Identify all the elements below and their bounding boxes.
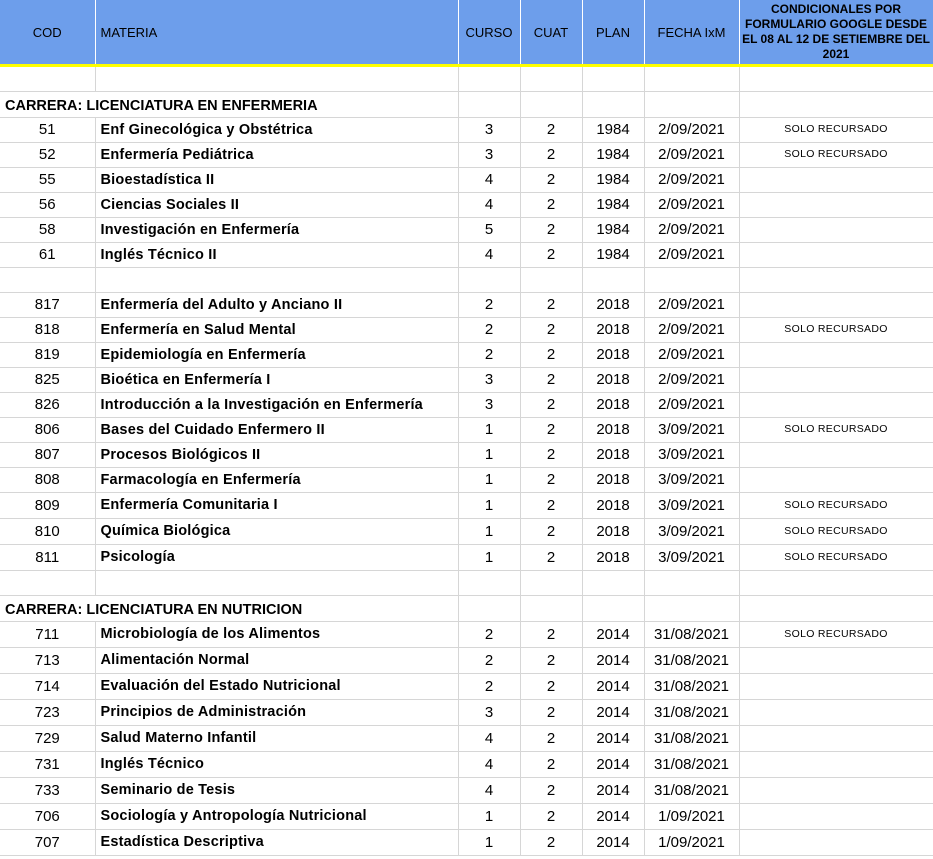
cod-cell[interactable]: 817 <box>0 293 95 318</box>
fecha-cell[interactable]: 2/09/2021 <box>644 368 739 393</box>
empty-cell[interactable] <box>0 268 95 293</box>
condicional-cell[interactable] <box>739 193 933 218</box>
cuat-cell[interactable]: 2 <box>520 418 582 443</box>
cuat-cell[interactable]: 2 <box>520 318 582 343</box>
materia-cell[interactable]: Farmacología en Enfermería <box>95 468 458 493</box>
table-row <box>0 318 933 343</box>
cod-cell[interactable]: 56 <box>0 193 95 218</box>
condicional-cell[interactable] <box>739 804 933 830</box>
empty-cell[interactable] <box>739 92 933 118</box>
table-row <box>0 143 933 168</box>
condicional-cell[interactable] <box>739 648 933 674</box>
plan-cell[interactable]: 2018 <box>582 293 644 318</box>
fecha-cell[interactable]: 2/09/2021 <box>644 143 739 168</box>
materia-cell[interactable]: Epidemiología en Enfermería <box>95 343 458 368</box>
fecha-cell[interactable]: 2/09/2021 <box>644 293 739 318</box>
plan-cell[interactable]: 2018 <box>582 493 644 519</box>
empty-cell[interactable] <box>458 571 520 596</box>
fecha-cell[interactable]: 31/08/2021 <box>644 622 739 648</box>
condicional-cell[interactable]: SOLO RECURSADO <box>739 493 933 519</box>
curso-cell[interactable]: 1 <box>458 443 520 468</box>
fecha-cell[interactable]: 1/09/2021 <box>644 804 739 830</box>
curso-cell[interactable]: 1 <box>458 519 520 545</box>
curso-cell[interactable]: 3 <box>458 700 520 726</box>
cuat-cell[interactable]: 2 <box>520 519 582 545</box>
condicional-cell[interactable]: SOLO RECURSADO <box>739 519 933 545</box>
curso-cell[interactable]: 4 <box>458 193 520 218</box>
condicional-cell[interactable] <box>739 393 933 418</box>
empty-cell[interactable] <box>644 596 739 622</box>
materia-cell[interactable]: Enf Ginecológica y Obstétrica <box>95 118 458 143</box>
cod-cell[interactable]: 733 <box>0 778 95 804</box>
curso-cell[interactable]: 3 <box>458 368 520 393</box>
materia-cell[interactable]: Inglés Técnico II <box>95 243 458 268</box>
header-cuat[interactable]: CUAT <box>520 0 582 66</box>
curso-cell[interactable]: 3 <box>458 393 520 418</box>
cod-cell[interactable]: 58 <box>0 218 95 243</box>
cod-cell[interactable]: 808 <box>0 468 95 493</box>
condicional-cell[interactable] <box>739 368 933 393</box>
empty-cell[interactable] <box>739 66 933 92</box>
blank-row <box>0 66 933 92</box>
fecha-cell[interactable]: 3/09/2021 <box>644 519 739 545</box>
blank-row <box>0 571 933 596</box>
curso-cell[interactable]: 3 <box>458 143 520 168</box>
materia-cell[interactable]: Enfermería Comunitaria I <box>95 493 458 519</box>
cuat-cell[interactable]: 2 <box>520 700 582 726</box>
fecha-cell[interactable]: 3/09/2021 <box>644 443 739 468</box>
header-condicionales[interactable]: CONDICIONALES POR FORMULARIO GOOGLE DESDE EL 08 AL 12 DE SETIEMBRE DEL 2021 <box>739 0 933 66</box>
condicional-cell[interactable] <box>739 443 933 468</box>
table-row <box>0 443 933 468</box>
curso-cell[interactable]: 1 <box>458 545 520 571</box>
curso-cell[interactable]: 1 <box>458 830 520 856</box>
condicional-cell[interactable] <box>739 218 933 243</box>
plan-cell[interactable]: 1984 <box>582 143 644 168</box>
cuat-cell[interactable]: 2 <box>520 468 582 493</box>
header-cod[interactable]: COD <box>0 0 95 66</box>
cuat-cell[interactable]: 2 <box>520 393 582 418</box>
empty-cell[interactable] <box>644 66 739 92</box>
table-row <box>0 622 933 648</box>
fecha-cell[interactable]: 31/08/2021 <box>644 648 739 674</box>
condicional-cell[interactable]: SOLO RECURSADO <box>739 318 933 343</box>
cod-cell[interactable]: 729 <box>0 726 95 752</box>
cod-cell[interactable]: 819 <box>0 343 95 368</box>
empty-cell[interactable] <box>520 92 582 118</box>
fecha-cell[interactable]: 3/09/2021 <box>644 493 739 519</box>
condicional-cell[interactable] <box>739 700 933 726</box>
curso-cell[interactable]: 1 <box>458 804 520 830</box>
materia-cell[interactable]: Psicología <box>95 545 458 571</box>
materia-cell[interactable]: Estadística Descriptiva <box>95 830 458 856</box>
plan-cell[interactable]: 2014 <box>582 752 644 778</box>
carrera-row <box>0 596 933 622</box>
table-row <box>0 700 933 726</box>
curso-cell[interactable]: 1 <box>458 418 520 443</box>
plan-cell[interactable]: 2018 <box>582 519 644 545</box>
empty-cell[interactable] <box>0 571 95 596</box>
condicional-cell[interactable] <box>739 343 933 368</box>
header-row <box>0 0 933 66</box>
plan-cell[interactable]: 2014 <box>582 830 644 856</box>
materia-cell[interactable]: Enfermería Pediátrica <box>95 143 458 168</box>
fecha-cell[interactable]: 2/09/2021 <box>644 118 739 143</box>
empty-cell[interactable] <box>582 66 644 92</box>
materia-cell[interactable]: Salud Materno Infantil <box>95 726 458 752</box>
curso-cell[interactable]: 1 <box>458 493 520 519</box>
empty-cell[interactable] <box>644 92 739 118</box>
materia-cell[interactable]: Alimentación Normal <box>95 648 458 674</box>
fecha-cell[interactable]: 31/08/2021 <box>644 674 739 700</box>
curso-cell[interactable]: 5 <box>458 218 520 243</box>
plan-cell[interactable]: 2014 <box>582 804 644 830</box>
table-row <box>0 368 933 393</box>
materia-cell[interactable]: Seminario de Tesis <box>95 778 458 804</box>
table-row <box>0 493 933 519</box>
cod-cell[interactable]: 51 <box>0 118 95 143</box>
cuat-cell[interactable]: 2 <box>520 443 582 468</box>
materia-cell[interactable]: Evaluación del Estado Nutricional <box>95 674 458 700</box>
table-row <box>0 648 933 674</box>
table-row <box>0 293 933 318</box>
cod-cell[interactable]: 706 <box>0 804 95 830</box>
cuat-cell[interactable]: 2 <box>520 193 582 218</box>
cuat-cell[interactable]: 2 <box>520 726 582 752</box>
table-row <box>0 218 933 243</box>
materia-cell[interactable]: Bioestadística II <box>95 168 458 193</box>
blank-row <box>0 268 933 293</box>
table-row <box>0 118 933 143</box>
cuat-cell[interactable]: 2 <box>520 545 582 571</box>
fecha-cell[interactable]: 2/09/2021 <box>644 168 739 193</box>
fecha-cell[interactable]: 2/09/2021 <box>644 193 739 218</box>
materia-cell[interactable]: Microbiología de los Alimentos <box>95 622 458 648</box>
plan-cell[interactable]: 2018 <box>582 443 644 468</box>
condicional-cell[interactable] <box>739 168 933 193</box>
fecha-cell[interactable]: 31/08/2021 <box>644 752 739 778</box>
table-row <box>0 468 933 493</box>
plan-cell[interactable]: 1984 <box>582 168 644 193</box>
condicional-cell[interactable]: SOLO RECURSADO <box>739 418 933 443</box>
empty-cell[interactable] <box>582 268 644 293</box>
curso-cell[interactable]: 4 <box>458 243 520 268</box>
cuat-cell[interactable]: 2 <box>520 368 582 393</box>
curso-cell[interactable]: 4 <box>458 726 520 752</box>
cod-cell[interactable]: 806 <box>0 418 95 443</box>
header-materia[interactable]: MATERIA <box>95 0 458 66</box>
cuat-cell[interactable]: 2 <box>520 674 582 700</box>
empty-cell[interactable] <box>644 571 739 596</box>
materia-cell[interactable]: Principios de Administración <box>95 700 458 726</box>
fecha-cell[interactable]: 2/09/2021 <box>644 243 739 268</box>
carrera-label[interactable]: CARRERA: LICENCIATURA EN NUTRICION <box>0 596 458 622</box>
plan-cell[interactable]: 2018 <box>582 418 644 443</box>
cod-cell[interactable]: 809 <box>0 493 95 519</box>
condicional-cell[interactable]: SOLO RECURSADO <box>739 545 933 571</box>
table-row <box>0 418 933 443</box>
cuat-cell[interactable]: 2 <box>520 343 582 368</box>
cuat-cell[interactable]: 2 <box>520 830 582 856</box>
plan-cell[interactable]: 1984 <box>582 193 644 218</box>
cod-cell[interactable]: 810 <box>0 519 95 545</box>
cod-cell[interactable]: 818 <box>0 318 95 343</box>
curso-cell[interactable]: 1 <box>458 468 520 493</box>
condicional-cell[interactable] <box>739 468 933 493</box>
empty-cell[interactable] <box>95 571 458 596</box>
cuat-cell[interactable]: 2 <box>520 493 582 519</box>
materia-cell[interactable]: Procesos Biológicos II <box>95 443 458 468</box>
curso-cell[interactable]: 2 <box>458 318 520 343</box>
cod-cell[interactable]: 61 <box>0 243 95 268</box>
plan-cell[interactable]: 2018 <box>582 545 644 571</box>
cuat-cell[interactable]: 2 <box>520 804 582 830</box>
curso-cell[interactable]: 2 <box>458 343 520 368</box>
empty-cell[interactable] <box>520 596 582 622</box>
plan-cell[interactable]: 2018 <box>582 468 644 493</box>
plan-cell[interactable]: 2018 <box>582 318 644 343</box>
condicional-cell[interactable] <box>739 674 933 700</box>
plan-cell[interactable]: 2018 <box>582 368 644 393</box>
cuat-cell[interactable]: 2 <box>520 143 582 168</box>
curso-cell[interactable]: 2 <box>458 648 520 674</box>
empty-cell[interactable] <box>458 268 520 293</box>
cod-cell[interactable]: 826 <box>0 393 95 418</box>
fecha-cell[interactable]: 31/08/2021 <box>644 700 739 726</box>
empty-cell[interactable] <box>95 66 458 92</box>
empty-cell[interactable] <box>739 268 933 293</box>
cod-cell[interactable]: 825 <box>0 368 95 393</box>
cuat-cell[interactable]: 2 <box>520 243 582 268</box>
empty-cell[interactable] <box>520 268 582 293</box>
table-row <box>0 545 933 571</box>
curso-cell[interactable]: 4 <box>458 778 520 804</box>
plan-cell[interactable]: 2014 <box>582 700 644 726</box>
empty-cell[interactable] <box>458 66 520 92</box>
cod-cell[interactable]: 52 <box>0 143 95 168</box>
carrera-label[interactable]: CARRERA: LICENCIATURA EN ENFERMERIA <box>0 92 458 118</box>
fecha-cell[interactable]: 1/09/2021 <box>644 830 739 856</box>
empty-cell[interactable] <box>582 571 644 596</box>
table-row <box>0 519 933 545</box>
header-fecha[interactable]: FECHA IxM <box>644 0 739 66</box>
empty-cell[interactable] <box>520 66 582 92</box>
cuat-cell[interactable]: 2 <box>520 648 582 674</box>
table-row <box>0 752 933 778</box>
condicional-cell[interactable] <box>739 752 933 778</box>
cod-cell[interactable]: 731 <box>0 752 95 778</box>
table-row <box>0 243 933 268</box>
table-row <box>0 830 933 856</box>
fecha-cell[interactable]: 31/08/2021 <box>644 726 739 752</box>
materia-cell[interactable]: Sociología y Antropología Nutricional <box>95 804 458 830</box>
plan-cell[interactable]: 2014 <box>582 674 644 700</box>
materia-cell[interactable]: Inglés Técnico <box>95 752 458 778</box>
fecha-cell[interactable]: 3/09/2021 <box>644 545 739 571</box>
plan-cell[interactable]: 2014 <box>582 726 644 752</box>
condicional-cell[interactable]: SOLO RECURSADO <box>739 622 933 648</box>
empty-cell[interactable] <box>458 92 520 118</box>
header-curso[interactable]: CURSO <box>458 0 520 66</box>
carrera-row <box>0 92 933 118</box>
plan-cell[interactable]: 2014 <box>582 648 644 674</box>
condicional-cell[interactable] <box>739 778 933 804</box>
fecha-cell[interactable]: 2/09/2021 <box>644 318 739 343</box>
materia-cell[interactable]: Bases del Cuidado Enfermero II <box>95 418 458 443</box>
empty-cell[interactable] <box>739 596 933 622</box>
cod-cell[interactable]: 807 <box>0 443 95 468</box>
cod-cell[interactable]: 711 <box>0 622 95 648</box>
cuat-cell[interactable]: 2 <box>520 293 582 318</box>
cuat-cell[interactable]: 2 <box>520 752 582 778</box>
curso-cell[interactable]: 2 <box>458 293 520 318</box>
curso-cell[interactable]: 3 <box>458 118 520 143</box>
plan-cell[interactable]: 2014 <box>582 622 644 648</box>
fecha-cell[interactable]: 2/09/2021 <box>644 393 739 418</box>
empty-cell[interactable] <box>644 268 739 293</box>
table-row <box>0 778 933 804</box>
table-row <box>0 343 933 368</box>
table-row <box>0 674 933 700</box>
materia-cell[interactable]: Bioética en Enfermería I <box>95 368 458 393</box>
empty-cell[interactable] <box>739 571 933 596</box>
cuat-cell[interactable]: 2 <box>520 168 582 193</box>
cod-cell[interactable]: 811 <box>0 545 95 571</box>
plan-cell[interactable]: 2014 <box>582 778 644 804</box>
empty-cell[interactable] <box>458 596 520 622</box>
condicional-cell[interactable] <box>739 726 933 752</box>
materia-cell[interactable]: Investigación en Enfermería <box>95 218 458 243</box>
plan-cell[interactable]: 2018 <box>582 343 644 368</box>
table-row <box>0 393 933 418</box>
cod-cell[interactable]: 55 <box>0 168 95 193</box>
curso-cell[interactable]: 2 <box>458 622 520 648</box>
cuat-cell[interactable]: 2 <box>520 218 582 243</box>
condicional-cell[interactable]: SOLO RECURSADO <box>739 118 933 143</box>
plan-cell[interactable]: 1984 <box>582 243 644 268</box>
condicional-cell[interactable] <box>739 830 933 856</box>
cod-cell[interactable]: 723 <box>0 700 95 726</box>
header-plan[interactable]: PLAN <box>582 0 644 66</box>
empty-cell[interactable] <box>520 571 582 596</box>
fecha-cell[interactable]: 3/09/2021 <box>644 468 739 493</box>
table-row <box>0 726 933 752</box>
cuat-cell[interactable]: 2 <box>520 118 582 143</box>
materia-cell[interactable]: Ciencias Sociales II <box>95 193 458 218</box>
materia-cell[interactable]: Química Biológica <box>95 519 458 545</box>
condicional-cell[interactable]: SOLO RECURSADO <box>739 143 933 168</box>
empty-cell[interactable] <box>582 596 644 622</box>
cuat-cell[interactable]: 2 <box>520 778 582 804</box>
cod-cell[interactable]: 714 <box>0 674 95 700</box>
empty-cell[interactable] <box>582 92 644 118</box>
condicional-cell[interactable] <box>739 293 933 318</box>
materia-cell[interactable]: Enfermería en Salud Mental <box>95 318 458 343</box>
materia-cell[interactable]: Enfermería del Adulto y Anciano II <box>95 293 458 318</box>
empty-cell[interactable] <box>0 66 95 92</box>
fecha-cell[interactable]: 2/09/2021 <box>644 343 739 368</box>
condicional-cell[interactable] <box>739 243 933 268</box>
plan-cell[interactable]: 2018 <box>582 393 644 418</box>
fecha-cell[interactable]: 3/09/2021 <box>644 418 739 443</box>
plan-cell[interactable]: 1984 <box>582 118 644 143</box>
curso-cell[interactable]: 4 <box>458 168 520 193</box>
table-row <box>0 193 933 218</box>
materia-cell[interactable]: Introducción a la Investigación en Enfermería <box>95 393 458 418</box>
table-row <box>0 168 933 193</box>
cod-cell[interactable]: 707 <box>0 830 95 856</box>
fecha-cell[interactable]: 31/08/2021 <box>644 778 739 804</box>
fecha-cell[interactable]: 2/09/2021 <box>644 218 739 243</box>
empty-cell[interactable] <box>95 268 458 293</box>
curso-cell[interactable]: 2 <box>458 674 520 700</box>
cod-cell[interactable]: 713 <box>0 648 95 674</box>
plan-cell[interactable]: 1984 <box>582 218 644 243</box>
curso-cell[interactable]: 4 <box>458 752 520 778</box>
table-row <box>0 804 933 830</box>
cuat-cell[interactable]: 2 <box>520 622 582 648</box>
